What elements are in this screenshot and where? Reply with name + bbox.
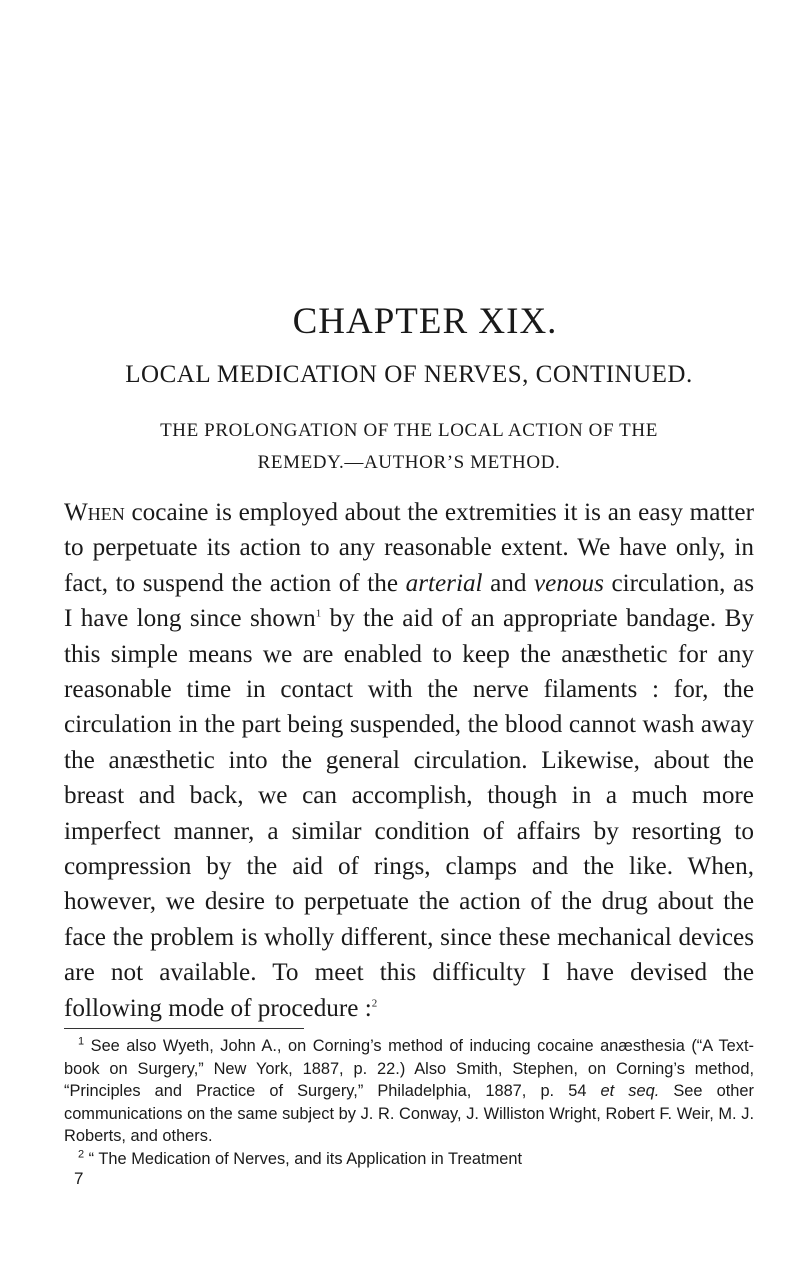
footnote-1-text-end: See other communications on the same subject by J. R. Conway, J. Williston Wright, Robert F. Weir, M. J. Roberts, and others. — [64, 1082, 754, 1146]
footnote-marker-2: 2 — [78, 1148, 85, 1161]
section-title: LOCAL MEDICATION OF NERVES, CONTINUED. — [125, 361, 693, 388]
footnote-ref-2[interactable]: 2 — [371, 997, 378, 1010]
subtitle-line-2: REMEDY.—AUTHOR’S METHOD. — [257, 452, 561, 473]
footnote-divider — [64, 1028, 304, 1029]
footnote-ref-1[interactable]: 1 — [315, 607, 322, 620]
body-text-part-b: and — [482, 569, 534, 597]
book-page — [64, 300, 754, 1188]
footnote-1-italic: et seq. — [600, 1082, 660, 1101]
body-paragraph — [64, 495, 754, 1026]
italic-venous: venous — [534, 569, 604, 597]
chapter-subtitle — [64, 415, 754, 479]
footnote-1-text: See also Wyeth, John A., on Corning’s method of inducing cocaine anæsthesia (“A Text-book on Surgery,” New York, 1887, p. 22.) Also Smith, Stephen, on Corning’s method, “Principles and Practice of Surgery,” Philadelphia, 1887, p. 54 — [64, 1037, 754, 1101]
footnote-1 — [64, 1035, 754, 1148]
footnote-2 — [64, 1148, 754, 1171]
body-text-part-c: circulation, as I have long since shown — [64, 569, 754, 633]
footnote-marker-1: 1 — [78, 1035, 85, 1048]
italic-arterial: arterial — [405, 569, 483, 597]
page-number: 7 — [74, 1169, 84, 1189]
first-word: When — [64, 499, 125, 526]
chapter-title: CHAPTER XIX. — [292, 301, 558, 342]
subtitle-line-1: THE PROLONGATION OF THE LOCAL ACTION OF THE — [160, 420, 658, 441]
body-text-part-d: by the aid of an appropriate bandage. By this simple means we are enabled to keep the anæsthetic for any reasonable time in contact with the nerve filaments : for, the circulation in the part being suspended, the blood cannot wash away the anæsthetic into the general circulation. Likewise, about the breast and back, we can accomplish, though in a much more imperfect manner, a similar condition of affairs by resorting to compression by the aid of rings, clamps and the like. When, however, we desire to perpetuate the action of the drug about the face the problem is wholly different, since these mechanical devices are not available. To meet this difficulty I have devised the following mode of procedure : — [64, 605, 754, 1022]
footnote-2-text: “ The Medication of Nerves, and its Application in Treatment — [84, 1149, 523, 1168]
footnotes — [64, 1035, 754, 1170]
body-text-part-a: cocaine is employed about the extremities it is an easy matter to perpetuate its action to any reasonable extent. We have only, in fact, to suspend the action of the — [64, 499, 754, 597]
